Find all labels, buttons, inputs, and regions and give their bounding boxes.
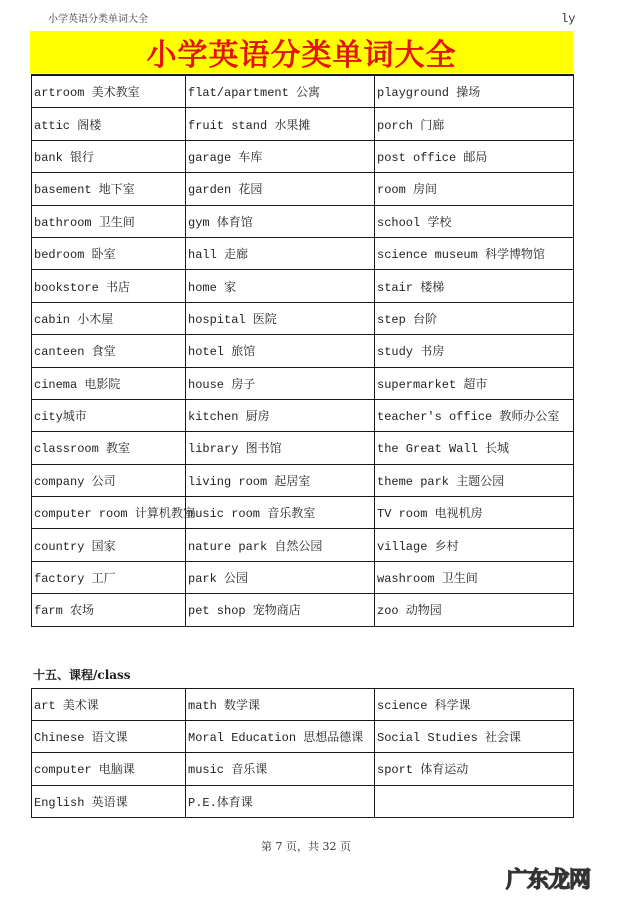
- page-footer: [0, 838, 640, 854]
- table-cell: hall 走廊: [186, 237, 375, 269]
- places-vocabulary-table: [31, 74, 574, 627]
- table-row: [32, 237, 574, 269]
- table-cell: science 科学课: [375, 689, 574, 721]
- table-row: [32, 497, 574, 529]
- table-cell: kitchen 厨房: [186, 399, 375, 431]
- table-cell: city城市: [32, 399, 186, 431]
- table-cell: school 学校: [375, 205, 574, 237]
- table-cell: Social Studies 社会课: [375, 721, 574, 753]
- table-cell: garage 车库: [186, 140, 375, 172]
- table-row: [32, 464, 574, 496]
- table-row: [32, 75, 574, 108]
- table-row: [32, 140, 574, 172]
- table-cell: garden 花园: [186, 173, 375, 205]
- table-row: [32, 529, 574, 561]
- table-cell: hospital 医院: [186, 302, 375, 334]
- table-cell: sport 体育运动: [375, 753, 574, 785]
- table-cell: pet shop 宠物商店: [186, 594, 375, 626]
- table-row: [32, 205, 574, 237]
- table-cell: TV room 电视机房: [375, 497, 574, 529]
- table-cell: zoo 动物园: [375, 594, 574, 626]
- table-row: [32, 335, 574, 367]
- table-row: [32, 270, 574, 302]
- watermark-logo: 广东龙网: [506, 868, 591, 893]
- table-row: [32, 721, 574, 753]
- table-cell: step 台阶: [375, 302, 574, 334]
- table-row: [32, 785, 574, 817]
- table-cell: computer room 计算机教室: [32, 497, 186, 529]
- table-cell: library 图书馆: [186, 432, 375, 464]
- table-cell: house 房子: [186, 367, 375, 399]
- table-cell: art 美术课: [32, 689, 186, 721]
- table-cell: Moral Education 思想品德课: [186, 721, 375, 753]
- table-cell: [375, 785, 574, 817]
- table-cell: village 乡村: [375, 529, 574, 561]
- table-cell: cabin 小木屋: [32, 302, 186, 334]
- table-cell: P.E.体育课: [186, 785, 375, 817]
- table-cell: English 英语课: [32, 785, 186, 817]
- table-cell: science museum 科学博物馆: [375, 237, 574, 269]
- table-cell: the Great Wall 长城: [375, 432, 574, 464]
- table-cell: home 家: [186, 270, 375, 302]
- table-cell: artroom 美术教室: [32, 75, 186, 108]
- title-banner: [30, 31, 573, 73]
- table-cell: classroom 教室: [32, 432, 186, 464]
- table-cell: basement 地下室: [32, 173, 186, 205]
- table-row: [32, 108, 574, 140]
- table-cell: attic 阁楼: [32, 108, 186, 140]
- table-row: [32, 594, 574, 626]
- table-cell: study 书房: [375, 335, 574, 367]
- table-cell: canteen 食堂: [32, 335, 186, 367]
- table-cell: company 公司: [32, 464, 186, 496]
- table-cell: washroom 卫生间: [375, 561, 574, 593]
- table-row: [32, 561, 574, 593]
- table-cell: music room 音乐教室: [186, 497, 375, 529]
- table-cell: supermarket 超市: [375, 367, 574, 399]
- table-row: [32, 367, 574, 399]
- table-cell: playground 操场: [375, 75, 574, 108]
- table-cell: living room 起居室: [186, 464, 375, 496]
- document-title: 小学英语分类单词大全: [146, 38, 457, 73]
- table-cell: country 国家: [32, 529, 186, 561]
- table-cell: post office 邮局: [375, 140, 574, 172]
- running-header-right: ly: [561, 12, 576, 26]
- table-cell: flat/apartment 公寓: [186, 75, 375, 108]
- table-cell: stair 楼梯: [375, 270, 574, 302]
- table-cell: porch 门廊: [375, 108, 574, 140]
- class-vocabulary-table: [31, 688, 574, 818]
- section-heading-class: 十五、课程/class: [33, 668, 131, 682]
- table-cell: bathroom 卫生间: [32, 205, 186, 237]
- table-cell: math 数学课: [186, 689, 375, 721]
- table-row: [32, 399, 574, 431]
- table-cell: bookstore 书店: [32, 270, 186, 302]
- table-cell: farm 农场: [32, 594, 186, 626]
- table-cell: cinema 电影院: [32, 367, 186, 399]
- table-cell: room 房间: [375, 173, 574, 205]
- running-header-title: 小学英语分类单词大全: [48, 14, 148, 25]
- table-cell: park 公园: [186, 561, 375, 593]
- table-cell: bank 银行: [32, 140, 186, 172]
- table-cell: teacher's office 教师办公室: [375, 399, 574, 431]
- table-cell: computer 电脑课: [32, 753, 186, 785]
- table-cell: gym 体育馆: [186, 205, 375, 237]
- table-row: [32, 173, 574, 205]
- table-row: [32, 432, 574, 464]
- table-cell: fruit stand 水果摊: [186, 108, 375, 140]
- table-cell: bedroom 卧室: [32, 237, 186, 269]
- table-cell: hotel 旅馆: [186, 335, 375, 367]
- table-cell: factory 工厂: [32, 561, 186, 593]
- table-row: [32, 302, 574, 334]
- table-cell: music 音乐课: [186, 753, 375, 785]
- table-cell: Chinese 语文课: [32, 721, 186, 753]
- table-row: [32, 753, 574, 785]
- table-row: [32, 689, 574, 721]
- page-number-info: 第 7 页，共 32 页: [261, 840, 351, 853]
- table-cell: nature park 自然公园: [186, 529, 375, 561]
- table-cell: theme park 主题公园: [375, 464, 574, 496]
